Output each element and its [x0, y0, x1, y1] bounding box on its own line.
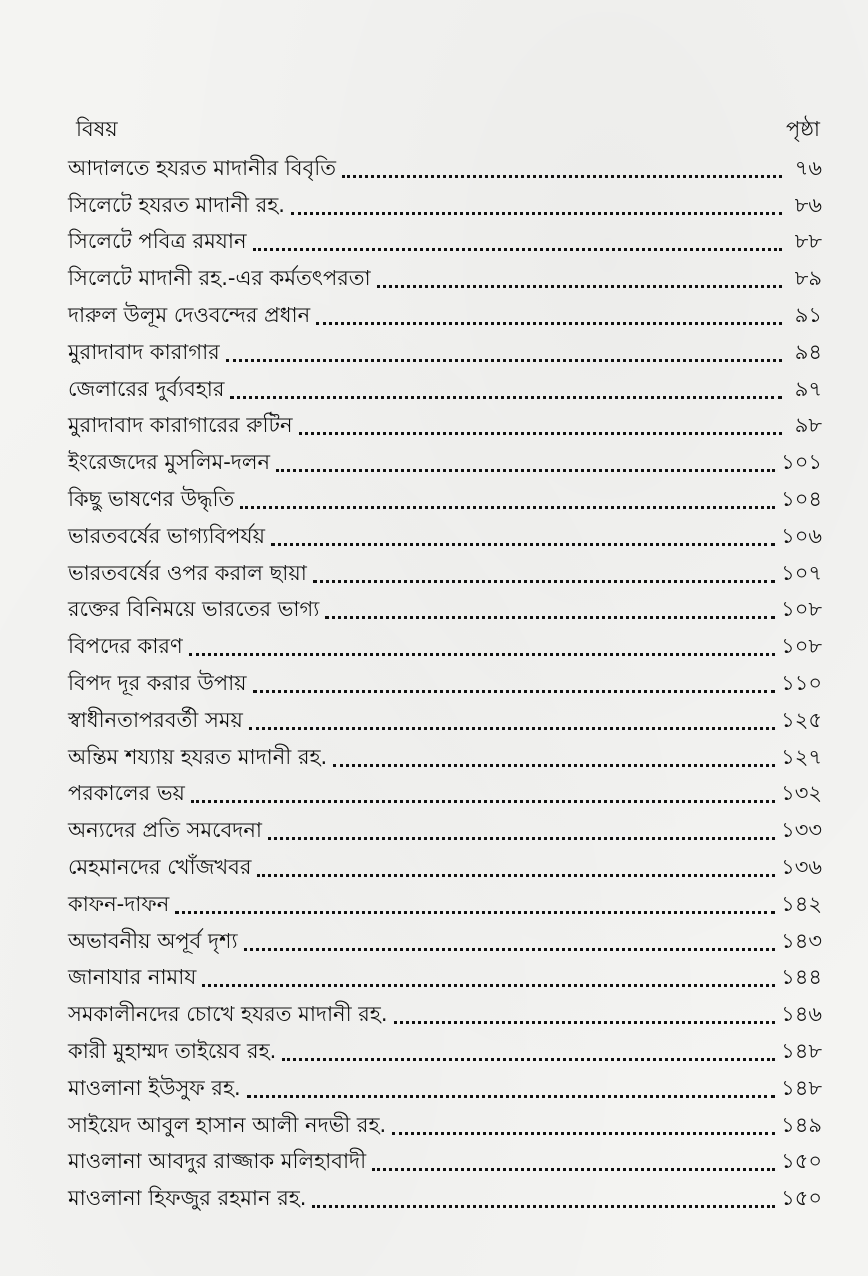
dot-leader [191, 798, 775, 803]
table-of-contents [68, 150, 822, 1217]
toc-entry [68, 702, 822, 739]
toc-entry-title: মুরাদাবাদ কারাগারের রুটিন [68, 413, 293, 438]
toc-entry-title: সিলেটে পবিত্র রমযান [68, 229, 247, 254]
toc-entry-page-number: ১০১ [781, 450, 822, 475]
toc-entry-title: আদালতে হযরত মাদানীর বিবৃতি [68, 155, 337, 180]
toc-entry [68, 224, 822, 261]
dot-leader [268, 835, 775, 840]
toc-entry-page-number: ৮৯ [794, 266, 822, 291]
dot-leader [392, 1130, 775, 1135]
toc-entry-page-number: ৯৮ [794, 413, 822, 438]
toc-entry [68, 518, 822, 555]
toc-entry-page-number: ১২৫ [781, 707, 822, 732]
dot-leader [299, 430, 783, 435]
dot-leader [372, 1166, 775, 1171]
toc-entry-title: মেহমানদের খোঁজখবর [68, 855, 252, 880]
toc-entry-page-number: ১০৮ [781, 597, 822, 622]
toc-entry-title: রক্তের বিনিময়ে ভারতের ভাগ্য [68, 597, 320, 622]
toc-entry [68, 996, 822, 1033]
toc-entry [68, 776, 822, 813]
toc-entry [68, 812, 822, 849]
toc-entry-title: ইংরেজদের মুসলিম-দলন [68, 450, 271, 475]
dot-leader [226, 357, 782, 362]
toc-entry-page-number: ৯৪ [794, 339, 822, 364]
dot-leader [312, 1203, 775, 1208]
toc-entry-title: স্বাধীনতাপরবর্তী সময় [68, 707, 243, 732]
toc-entry [68, 739, 822, 776]
toc-entry-title: সমকালীনদের চোখে হযরত মাদানী রহ. [68, 1002, 388, 1027]
dot-leader [276, 467, 775, 472]
toc-entry-title: পরকালের ভয় [68, 781, 185, 806]
toc-entry-page-number: ১৩৬ [781, 855, 822, 880]
dot-leader [271, 541, 775, 546]
toc-entry-page-number: ১৪৪ [781, 965, 822, 990]
dot-leader [189, 651, 775, 656]
dot-leader [249, 725, 775, 730]
toc-entry-title: জানাযার নামায [68, 965, 197, 990]
toc-entry [68, 1107, 822, 1144]
toc-entry [68, 628, 822, 665]
toc-entry [68, 1180, 822, 1217]
toc-entry-page-number: ১৪৮ [781, 1039, 822, 1064]
toc-entry-title: মুরাদাবাদ কারাগার [68, 339, 220, 364]
toc-entry [68, 408, 822, 445]
dot-leader [240, 504, 775, 509]
dot-leader [253, 688, 776, 693]
toc-entry-page-number: ১২৭ [781, 744, 822, 769]
toc-entry [68, 886, 822, 923]
toc-entry [68, 187, 822, 224]
toc-entry-title: ভারতবর্ষের ভাগ্যবিপর্যয় [68, 523, 265, 548]
dot-leader [247, 1093, 775, 1098]
dot-leader [202, 982, 775, 987]
toc-entry-title: বিপদ দূর করার উপায় [68, 671, 247, 696]
toc-entry-title: ভারতবর্ষের ওপর করাল ছায়া [68, 560, 307, 585]
toc-entry [68, 371, 822, 408]
toc-entry [68, 665, 822, 702]
toc-entry-title: কিছু ভাষণের উদ্ধৃতি [68, 487, 235, 512]
toc-entry-page-number: ১০৬ [781, 523, 822, 548]
toc-entry-page-number: ১৫০ [781, 1149, 822, 1174]
toc-entry-page-number: ১১০ [781, 671, 822, 696]
toc-entry-title: সিলেটে মাদানী রহ.-এর কর্মতৎপরতা [68, 266, 371, 291]
toc-entry-title: অন্তিম শয্যায় হযরত মাদানী রহ. [68, 744, 328, 769]
toc-entry-page-number: ১০৪ [781, 487, 822, 512]
dot-leader [325, 614, 775, 619]
dot-leader [282, 1056, 775, 1061]
toc-entry [68, 555, 822, 592]
toc-entry-title: অভাবনীয় অপূর্ব দৃশ্য [68, 928, 238, 953]
toc-entry-title: মাওলানা ইউসুফ রহ. [68, 1075, 241, 1100]
toc-entry [68, 960, 822, 997]
toc-entry-title: কাফন-দাফন [68, 891, 170, 916]
toc-entry-title: জেলারের দুর্ব্যবহার [68, 376, 225, 401]
toc-entry-page-number: ৯১ [794, 303, 822, 328]
dot-leader [253, 246, 782, 251]
dot-leader [377, 283, 782, 288]
dot-leader [175, 909, 775, 914]
toc-entry [68, 923, 822, 960]
toc-entry [68, 592, 822, 629]
toc-entry [68, 849, 822, 886]
toc-entry [68, 444, 822, 481]
toc-header [76, 112, 820, 148]
toc-entry-title: অন্যদের প্রতি সমবেদনা [68, 818, 262, 843]
toc-entry-title: কারী মুহাম্মদ তাইয়েব রহ. [68, 1039, 277, 1064]
dot-leader [313, 578, 775, 583]
toc-entry-page-number: ১৪২ [781, 891, 822, 916]
toc-entry-title: বিপদের কারণ [68, 634, 183, 659]
toc-entry [68, 1033, 822, 1070]
toc-entry-page-number: ১০৮ [781, 634, 822, 659]
toc-entry [68, 150, 822, 187]
toc-entry-page-number: ৮৮ [794, 229, 822, 254]
dot-leader [244, 946, 776, 951]
toc-entry-page-number: ১৪৯ [781, 1112, 822, 1137]
dot-leader [291, 210, 782, 215]
toc-entry-page-number: ৮৬ [794, 192, 822, 217]
toc-entry-page-number: ১৪৩ [781, 928, 822, 953]
toc-entry [68, 334, 822, 371]
toc-entry-page-number: ৯৭ [794, 376, 822, 401]
toc-entry-page-number: ১৪৮ [781, 1075, 822, 1100]
toc-entry [68, 1144, 822, 1181]
toc-entry [68, 297, 822, 334]
dot-leader [316, 320, 782, 325]
toc-entry-title: মাওলানা হিফজুর রহমান রহ. [68, 1186, 307, 1211]
dot-leader [394, 1019, 776, 1024]
toc-entry-title: সিলেটে হযরত মাদানী রহ. [68, 192, 285, 217]
toc-entry-page-number: ১৩২ [781, 781, 822, 806]
dot-leader [342, 173, 782, 178]
toc-entry-page-number: ৭৬ [794, 155, 822, 180]
toc-entry-title: মাওলানা আবদুর রাজ্জাক মলিহাবাদী [68, 1149, 367, 1174]
page-column-label: পৃষ্ঠা [785, 117, 820, 141]
toc-entry [68, 481, 822, 518]
toc-entry-page-number: ১০৭ [781, 560, 822, 585]
toc-entry-page-number: ১৫০ [781, 1186, 822, 1211]
subject-column-label: বিষয় [76, 117, 118, 141]
toc-entry-title: সাইয়েদ আবুল হাসান আলী নদভী রহ. [68, 1112, 387, 1137]
dot-leader [230, 394, 782, 399]
dot-leader [333, 762, 775, 767]
toc-entry [68, 1070, 822, 1107]
toc-entry-page-number: ১৪৬ [781, 1002, 822, 1027]
toc-entry [68, 260, 822, 297]
toc-entry-title: দারুল উলূম দেওবন্দের প্রধান [68, 303, 311, 328]
dot-leader [257, 872, 775, 877]
toc-entry-page-number: ১৩৩ [781, 818, 822, 843]
